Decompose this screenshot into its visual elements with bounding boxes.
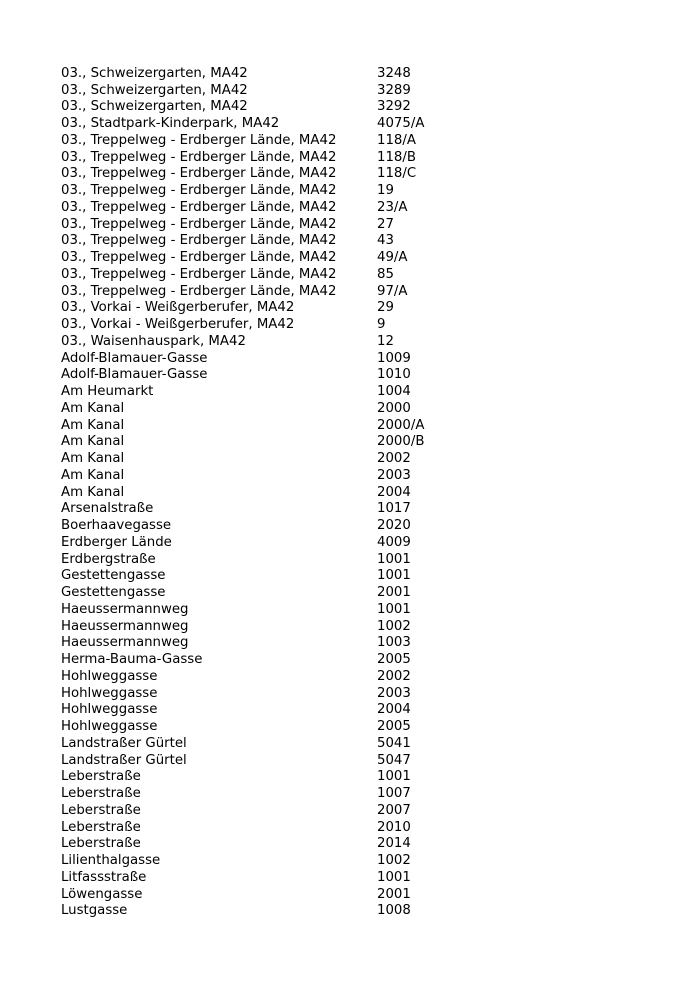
street-name: Am Kanal xyxy=(61,417,125,433)
street-name: Lilienthalgasse xyxy=(61,853,161,869)
house-number: 2000 xyxy=(377,400,411,416)
list-row xyxy=(61,819,441,836)
house-number: 1004 xyxy=(377,384,411,400)
street-name: 03., Treppelweg - Erdberger Lände, MA42 xyxy=(61,283,337,299)
house-number: 2000/A xyxy=(377,417,425,433)
list-row xyxy=(61,501,441,518)
street-name: 03., Waisenhauspark, MA42 xyxy=(61,333,246,349)
street-name: Herma-Bauma-Gasse xyxy=(61,652,203,668)
list-row xyxy=(61,651,441,668)
house-number: 2010 xyxy=(377,819,411,835)
house-number: 1007 xyxy=(377,786,411,802)
house-number: 4075/A xyxy=(377,116,425,132)
list-row xyxy=(61,216,441,233)
list-row xyxy=(61,467,441,484)
house-number: 1001 xyxy=(377,769,411,785)
list-row xyxy=(61,601,441,618)
list-row xyxy=(61,233,441,250)
list-row xyxy=(61,534,441,551)
street-name: 03., Treppelweg - Erdberger Lände, MA42 xyxy=(61,266,337,282)
street-name: Am Kanal xyxy=(61,467,125,483)
list-row xyxy=(61,417,441,434)
street-name: 03., Treppelweg - Erdberger Lände, MA42 xyxy=(61,149,337,165)
street-name: Löwengasse xyxy=(61,886,143,902)
house-number: 5047 xyxy=(377,752,411,768)
house-number: 1008 xyxy=(377,903,411,919)
house-number: 4009 xyxy=(377,534,411,550)
list-row xyxy=(61,735,441,752)
house-number: 2003 xyxy=(377,685,411,701)
street-name: Gestettengasse xyxy=(61,568,166,584)
street-name: Arsenalstraße xyxy=(61,501,154,517)
street-name: Hohlweggasse xyxy=(61,668,158,684)
street-name: Haeussermannweg xyxy=(61,618,189,634)
house-number: 1001 xyxy=(377,601,411,617)
list-row xyxy=(61,350,441,367)
list-row xyxy=(61,718,441,735)
house-number: 1009 xyxy=(377,350,411,366)
list-row xyxy=(61,752,441,769)
list-row xyxy=(61,132,441,149)
house-number: 1003 xyxy=(377,635,411,651)
house-number: 2020 xyxy=(377,518,411,534)
list-row xyxy=(61,869,441,886)
list-row xyxy=(61,618,441,635)
house-number: 27 xyxy=(377,216,394,232)
list-row xyxy=(61,333,441,350)
house-number: 9 xyxy=(377,317,386,333)
house-number: 1001 xyxy=(377,568,411,584)
list-row xyxy=(61,635,441,652)
street-name: Leberstraße xyxy=(61,802,141,818)
street-name: Leberstraße xyxy=(61,836,141,852)
street-name: Haeussermannweg xyxy=(61,635,189,651)
list-row xyxy=(61,300,441,317)
house-number: 29 xyxy=(377,300,394,316)
street-name: 03., Treppelweg - Erdberger Lände, MA42 xyxy=(61,166,337,182)
street-name: Erdberger Lände xyxy=(61,534,172,550)
house-number: 118/B xyxy=(377,149,416,165)
list-row xyxy=(61,182,441,199)
street-name: 03., Treppelweg - Erdberger Lände, MA42 xyxy=(61,233,337,249)
street-name: 03., Treppelweg - Erdberger Lände, MA42 xyxy=(61,132,337,148)
street-name: Leberstraße xyxy=(61,819,141,835)
street-name: Lustgasse xyxy=(61,903,128,919)
house-number: 2004 xyxy=(377,702,411,718)
list-row xyxy=(61,199,441,216)
house-number: 118/C xyxy=(377,166,417,182)
street-name: Litfassstraße xyxy=(61,869,147,885)
house-number: 2002 xyxy=(377,451,411,467)
list-row xyxy=(61,668,441,685)
street-name: 03., Stadtpark-Kinderpark, MA42 xyxy=(61,116,280,132)
house-number: 43 xyxy=(377,233,394,249)
list-row xyxy=(61,584,441,601)
address-list xyxy=(61,65,441,919)
list-row xyxy=(61,685,441,702)
house-number: 2005 xyxy=(377,719,411,735)
house-number: 1017 xyxy=(377,501,411,517)
house-number: 2014 xyxy=(377,836,411,852)
list-row xyxy=(61,903,441,920)
list-row xyxy=(61,166,441,183)
list-row xyxy=(61,769,441,786)
list-row xyxy=(61,283,441,300)
list-row xyxy=(61,149,441,166)
house-number: 2003 xyxy=(377,467,411,483)
list-row xyxy=(61,249,441,266)
house-number: 1001 xyxy=(377,551,411,567)
list-row xyxy=(61,551,441,568)
street-name: 03., Schweizergarten, MA42 xyxy=(61,65,248,81)
list-row xyxy=(61,886,441,903)
street-name: Erdbergstraße xyxy=(61,551,156,567)
street-name: 03., Treppelweg - Erdberger Lände, MA42 xyxy=(61,216,337,232)
street-name: 03., Schweizergarten, MA42 xyxy=(61,99,248,115)
street-name: 03., Schweizergarten, MA42 xyxy=(61,82,248,98)
list-row xyxy=(61,316,441,333)
street-name: Gestettengasse xyxy=(61,585,166,601)
list-row xyxy=(61,802,441,819)
street-name: Hohlweggasse xyxy=(61,719,158,735)
house-number: 1001 xyxy=(377,869,411,885)
street-name: 03., Vorkai - Weißgerberufer, MA42 xyxy=(61,317,295,333)
house-number: 85 xyxy=(377,266,394,282)
list-row xyxy=(61,852,441,869)
street-name: Hohlweggasse xyxy=(61,685,158,701)
list-row xyxy=(61,434,441,451)
street-name: Am Kanal xyxy=(61,484,125,500)
house-number: 118/A xyxy=(377,132,416,148)
street-name: Am Heumarkt xyxy=(61,384,154,400)
list-row xyxy=(61,115,441,132)
street-name: Adolf-Blamauer-Gasse xyxy=(61,367,208,383)
list-row xyxy=(61,400,441,417)
list-row xyxy=(61,266,441,283)
house-number: 12 xyxy=(377,333,394,349)
street-name: Hohlweggasse xyxy=(61,702,158,718)
list-row xyxy=(61,785,441,802)
house-number: 5041 xyxy=(377,735,411,751)
street-name: Landstraßer Gürtel xyxy=(61,752,187,768)
street-name: Landstraßer Gürtel xyxy=(61,735,187,751)
street-name: Leberstraße xyxy=(61,786,141,802)
house-number: 2005 xyxy=(377,652,411,668)
house-number: 49/A xyxy=(377,250,408,266)
house-number: 2002 xyxy=(377,668,411,684)
list-row xyxy=(61,367,441,384)
house-number: 2004 xyxy=(377,484,411,500)
house-number: 2007 xyxy=(377,802,411,818)
list-row xyxy=(61,484,441,501)
street-name: Boerhaavegasse xyxy=(61,518,172,534)
house-number: 3289 xyxy=(377,82,411,98)
list-row xyxy=(61,517,441,534)
street-name: Am Kanal xyxy=(61,400,125,416)
street-name: 03., Vorkai - Weißgerberufer, MA42 xyxy=(61,300,295,316)
house-number: 2000/B xyxy=(377,434,425,450)
list-row xyxy=(61,65,441,82)
list-row xyxy=(61,99,441,116)
house-number: 97/A xyxy=(377,283,408,299)
house-number: 23/A xyxy=(377,199,408,215)
list-row xyxy=(61,702,441,719)
street-name: 03., Treppelweg - Erdberger Lände, MA42 xyxy=(61,183,337,199)
street-name: Adolf-Blamauer-Gasse xyxy=(61,350,208,366)
street-name: Leberstraße xyxy=(61,769,141,785)
list-row xyxy=(61,836,441,853)
list-row xyxy=(61,568,441,585)
list-row xyxy=(61,383,441,400)
house-number: 1002 xyxy=(377,853,411,869)
house-number: 19 xyxy=(377,183,394,199)
list-row xyxy=(61,450,441,467)
house-number: 1002 xyxy=(377,618,411,634)
house-number: 2001 xyxy=(377,886,411,902)
street-name: Haeussermannweg xyxy=(61,601,189,617)
house-number: 3248 xyxy=(377,65,411,81)
house-number: 1010 xyxy=(377,367,411,383)
house-number: 3292 xyxy=(377,99,411,115)
list-row xyxy=(61,82,441,99)
street-name: Am Kanal xyxy=(61,451,125,467)
street-name: 03., Treppelweg - Erdberger Lände, MA42 xyxy=(61,250,337,266)
street-name: Am Kanal xyxy=(61,434,125,450)
street-name: 03., Treppelweg - Erdberger Lände, MA42 xyxy=(61,199,337,215)
house-number: 2001 xyxy=(377,585,411,601)
